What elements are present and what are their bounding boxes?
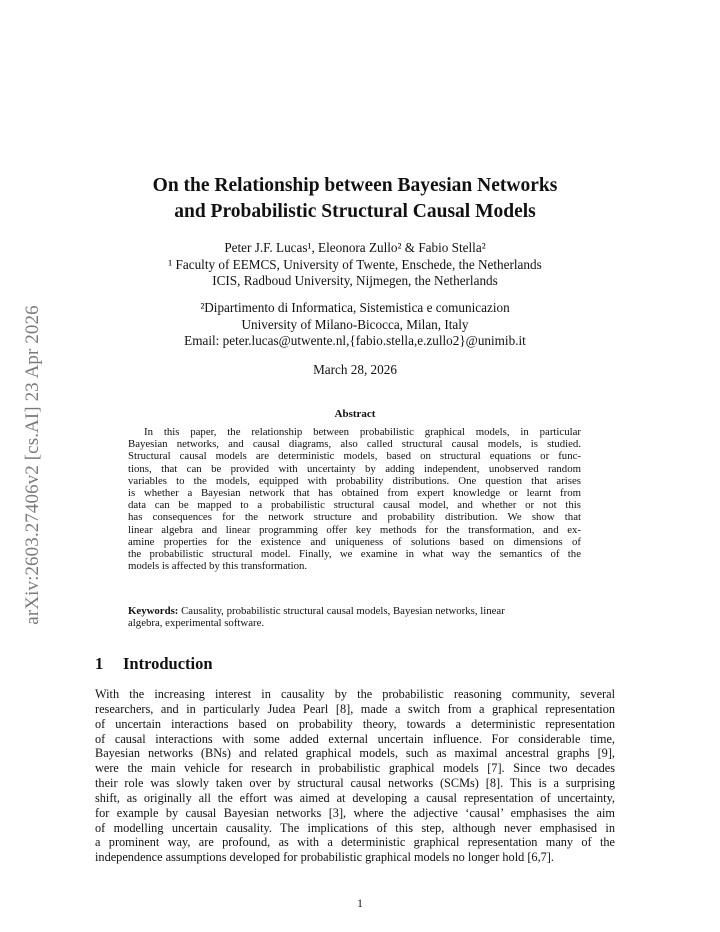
author-names: Peter J.F. Lucas¹, Eleonora Zullo² & Fabio Stella² bbox=[224, 240, 486, 255]
intro-line: of causal interactions with some added external uncertain influence. For considerable time, bbox=[95, 731, 615, 746]
email-line: Email: peter.lucas@utwente.nl,{fabio.stella,e.zullo2}@unimib.it bbox=[184, 333, 526, 348]
keywords-text: Causality, probabilistic structural causal models, Bayesian networks, linear bbox=[181, 605, 505, 617]
arxiv-identifier: arXiv:2603.27406v2 [cs.AI] 23 Apr 2026 bbox=[22, 305, 43, 625]
affiliation-line: ICIS, Radboud University, Nijmegen, the Netherlands bbox=[212, 273, 498, 288]
section-title: Introduction bbox=[123, 654, 213, 673]
paper-title bbox=[95, 173, 615, 225]
title-line: On the Relationship between Bayesian Networks bbox=[152, 175, 558, 196]
introduction-paragraph bbox=[95, 687, 615, 865]
author-block bbox=[95, 240, 615, 290]
abstract-line: is whether a Bayesian network that has obtained from expert knowledge or learnt from bbox=[128, 487, 581, 500]
intro-line: their role was slowly taken over by structural causal networks (SCMs) [8]. This is a surprising bbox=[95, 776, 615, 791]
page-number: 1 bbox=[357, 898, 363, 910]
paper-date: March 28, 2026 bbox=[313, 362, 397, 377]
intro-line: Bayesian networks (BNs) and related graphical models, such as maximal ancestral graphs [9], bbox=[95, 746, 615, 761]
keywords-block bbox=[128, 605, 581, 629]
intro-line: shift, as originally all the effort was aimed at developing a causal representation of uncertainty, bbox=[95, 790, 615, 805]
intro-line: With the increasing interest in causality by the probabilistic reasoning community, several bbox=[95, 687, 615, 701]
keywords-label: Keywords: bbox=[128, 605, 179, 617]
abstract-line: Structural causal models are deterministic models, based on structural equations or func- bbox=[128, 450, 581, 463]
abstract-line: tions, that can be provided with uncertainty by adding independent, unobserved random bbox=[128, 462, 581, 475]
abstract-line: amine properties for the existence and uniqueness of solutions based on dimensions of bbox=[128, 535, 581, 548]
intro-line: researchers, and in particularly Judea Pearl [8], made a switch from a graphical representation bbox=[95, 701, 615, 716]
affiliation-line: ²Dipartimento di Informatica, Sistemistica e comunicazion bbox=[200, 300, 510, 315]
keywords-line bbox=[128, 605, 581, 617]
affiliation-block bbox=[95, 300, 615, 350]
intro-line: were the main vehicle for research in probabilistic graphical models [7]. Since two decades bbox=[95, 761, 615, 776]
intro-line: of uncertain interactions based on probability theory, towards a deterministic representation bbox=[95, 716, 615, 731]
abstract-line: variables to the models, equipped with probability distributions. One question that arises bbox=[128, 474, 581, 487]
section-heading bbox=[95, 654, 213, 674]
abstract-line: Bayesian networks, and causal diagrams, also called structural causal models, is studied. bbox=[128, 438, 581, 451]
abstract-line: has consequences for the network structure and probability distribution. We show that bbox=[128, 511, 581, 524]
intro-line: independence assumptions developed for probabilistic graphical models no longer hold [6,7]. bbox=[95, 850, 554, 865]
abstract-heading: Abstract bbox=[334, 408, 376, 420]
keywords-line: algebra, experimental software. bbox=[128, 617, 265, 630]
abstract-line: In this paper, the relationship between probabilistic graphical models, in particular bbox=[144, 426, 581, 438]
abstract-line: data can be mapped to a probabilistic structural causal model, and whether or not this bbox=[128, 499, 581, 512]
intro-line: a prominent way, are profound, as with a deterministic graphical representation many of the bbox=[95, 835, 615, 850]
abstract-body bbox=[128, 426, 581, 572]
intro-line: of modelling uncertain causality. The implications of this step, although never emphasised in bbox=[95, 820, 615, 835]
abstract-line: linear algebra and linear programming offer key methods for the transformation, and ex- bbox=[128, 523, 581, 536]
abstract-line: models is affected by this transformation. bbox=[128, 560, 308, 573]
affiliation-line: University of Milano-Bicocca, Milan, Italy bbox=[241, 316, 469, 332]
affiliation-line: ¹ Faculty of EEMCS, University of Twente, Enschede, the Netherlands bbox=[168, 256, 542, 272]
title-line: and Probabilistic Structural Causal Models bbox=[174, 201, 536, 222]
intro-line: for example by causal Bayesian networks [3], where the adjective ‘causal’ emphasises the aim bbox=[95, 805, 615, 820]
abstract-line: the probabilistic structural model. Finally, we examine in what way the semantics of the bbox=[128, 548, 581, 561]
section-number: 1 bbox=[95, 654, 104, 673]
